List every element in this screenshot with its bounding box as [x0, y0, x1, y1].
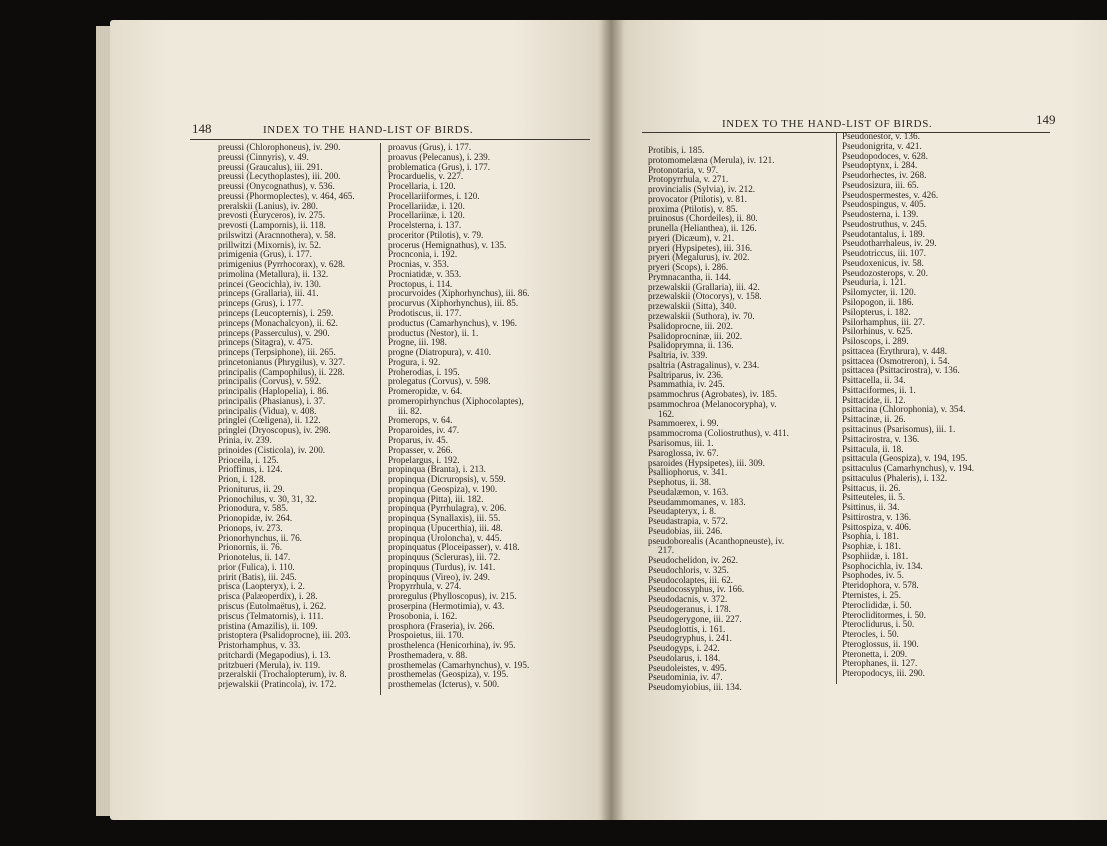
index-entry: protomomelæna (Merula), iv. 121.	[648, 154, 775, 165]
index-entry: Psammathia, iv. 245.	[648, 379, 725, 390]
index-entry: Procellariiformes, i. 120.	[388, 190, 480, 201]
index-entry: Pseudoxenicus, iv. 58.	[842, 257, 924, 268]
index-entry: Psittacirostra, v. 136.	[842, 433, 920, 444]
left-index-column-1	[218, 143, 355, 690]
index-entry: propinqua (Geospiza), v. 190.	[388, 483, 498, 494]
index-entry: Psilorhamphus, iii. 27.	[842, 316, 925, 327]
index-entry: pringlei (Cœligena), ii. 122.	[218, 415, 321, 426]
index-entry: Psittirostra, v. 136.	[842, 511, 912, 522]
index-entry: Pseudoglottis, i. 161.	[648, 623, 726, 634]
index-entry: Pteronetta, i. 209.	[842, 648, 908, 659]
index-entry: Procelsterna, i. 137.	[388, 220, 462, 231]
index-entry: princeps (Passerculus), v. 290.	[218, 327, 330, 338]
index-entry: psammochrus (Agrobates), iv. 185.	[648, 389, 778, 400]
index-entry: proserpina (Hermotimia), v. 43.	[388, 600, 505, 611]
index-entry: prillwitzi (Mixornis), iv. 52.	[218, 239, 322, 250]
index-entry: Pseudastrapia, v. 572.	[648, 516, 728, 527]
index-entry: provocator (Ptilotis), v. 81.	[648, 193, 747, 204]
index-entry: procurvus (Xiphorhynchus), iii. 85.	[388, 298, 519, 309]
index-entry: princeps (Grallaria), iii. 41.	[218, 288, 319, 299]
index-entry: pritzbueri (Merula), iv. 119.	[218, 659, 321, 670]
index-entry: Pseudostruthus, v. 245.	[842, 218, 927, 229]
index-entry: Pseudotharrhaleus, iv. 29.	[842, 238, 937, 249]
index-entry: prevosti (Lampornis), ii. 118.	[218, 220, 326, 231]
index-entry: Psophiæ, i. 181.	[842, 541, 901, 552]
index-entry: propinquatus (Ploceipasser), v. 418.	[388, 542, 520, 553]
index-entry: Propyrrhula, v. 274.	[388, 581, 462, 592]
index-entry: principalis (Campophilus), ii. 228.	[218, 366, 345, 377]
index-entry: Pterophanes, ii. 127.	[842, 658, 918, 669]
index-entry: Psophiidæ, i. 181.	[842, 550, 909, 561]
index-entry: Pseudochloris, v. 325.	[648, 564, 729, 575]
index-entry: Pseudotriccus, iii. 107.	[842, 248, 926, 259]
index-entry: Pseudochelidon, iv. 262.	[648, 555, 738, 566]
index-entry: Prionotelus, ii. 147.	[218, 552, 291, 563]
index-entry: Psarisomus, iii. 1.	[648, 437, 714, 448]
index-entry: procurvoides (Xiphorhynchus), iii. 86.	[388, 288, 530, 299]
index-entry: problematica (Grus), i. 177.	[388, 161, 491, 172]
index-entry: Pseudospingus, v. 405.	[842, 199, 926, 210]
index-entry: psittacea (Osmotreron), i. 54.	[842, 355, 950, 366]
index-entry: Pseudogeranus, i. 178.	[648, 603, 731, 614]
index-entry: Psiloscops, i. 289.	[842, 336, 909, 347]
index-entry: preussi (Phormoplectes), v. 464, 465.	[218, 190, 355, 201]
index-entry: Prionornis, ii. 76.	[218, 542, 283, 553]
index-entry: preussi (Onycognathus), v. 536.	[218, 181, 335, 192]
index-entry: Pseudogyps, i. 242.	[648, 643, 720, 654]
index-entry: pryeri (Scops), i. 286.	[648, 262, 729, 273]
index-entry: prosthemelas (Geospiza), v. 195.	[388, 669, 509, 680]
index-entry: Psalidoprymna, ii. 136.	[648, 340, 734, 351]
index-entry: Pseudospermestes, v. 426.	[842, 189, 939, 200]
index-entry: pryeri (Dicæum), v. 21.	[648, 232, 735, 243]
index-entry: Pseudosizura, iii. 65.	[842, 179, 919, 190]
index-entry: Psaltriparus, iv. 236.	[648, 369, 724, 380]
index-entry: preussi (Chlorophoneus), iv. 290.	[218, 142, 341, 152]
index-entry: Pteroclidurus, i. 50.	[842, 619, 915, 630]
index-entry: Pseudomyiobius, iii. 134.	[648, 682, 742, 693]
index-entry: Prioffinus, i. 124.	[218, 464, 283, 475]
index-entry: Prospoietus, iii. 170.	[388, 630, 464, 641]
index-entry: Pseudobias, iii. 246.	[648, 525, 723, 536]
index-entry: psaltria (Astragalinus), v. 234.	[648, 359, 760, 370]
index-entry: psittaculus (Camarhynchus), v. 194.	[842, 463, 975, 474]
index-entry: psittacea (Erythrura), v. 448.	[842, 345, 948, 356]
index-entry: Progne, iii. 198.	[388, 337, 447, 348]
index-entry: Procniatidæ, v. 353.	[388, 268, 462, 279]
index-entry: propinquus (Scleruras), iii. 72.	[388, 552, 501, 563]
index-entry: Pseudogryphus, i. 241.	[648, 633, 732, 644]
index-entry: pruinosus (Chordeiles), ii. 80.	[648, 213, 758, 224]
index-entry: Proctopus, i. 114.	[388, 278, 453, 289]
index-entry: principalis (Haplopelia), i. 86.	[218, 386, 329, 397]
index-entry: princei (Geocichla), iv. 130.	[218, 278, 321, 289]
index-entry: progne (Diatropura), v. 410.	[388, 347, 491, 358]
index-entry: Pseudoptynx, i. 284.	[842, 160, 918, 171]
index-entry: priscus (Eutolmaëtus), i. 262.	[218, 600, 327, 611]
index-entry: Protibis, i. 185.	[648, 145, 705, 155]
index-entry: princeps (Sitagra), v. 475.	[218, 337, 313, 348]
index-entry: prosthemelas (Camarhynchus), v. 195.	[388, 659, 530, 670]
index-entry: princeps (Leucopternis), i. 259.	[218, 308, 334, 319]
index-entry: propinquus (Turdus), iv. 141.	[388, 561, 496, 572]
index-entry: przewalskii (Grallaria), iii. 42.	[648, 281, 760, 292]
index-entry: Psophodes, iv. 5.	[842, 570, 904, 581]
index-entry: Psalliophorus, v. 341.	[648, 467, 728, 478]
index-entry: pristina (Amazilis), ii. 109.	[218, 620, 318, 631]
index-entry: Psalidoprocne, iii. 202.	[648, 320, 733, 331]
right-page-number: 149	[1036, 112, 1056, 127]
index-entry: Psalidoprocninæ, iii. 202.	[648, 330, 743, 341]
index-entry: Pteroglossus, ii. 190.	[842, 638, 919, 649]
index-entry: pririt (Batis), iii. 245.	[218, 571, 297, 582]
index-entry: Psittacus, ii. 26.	[842, 482, 901, 493]
right-index-column-1	[648, 146, 789, 693]
index-entry: Proparoides, iv. 47.	[388, 425, 460, 436]
index-entry: Pseudapteryx, i. 8.	[648, 506, 717, 517]
index-entry: psittaculus (Phaleris), i. 132.	[842, 472, 948, 483]
index-entry: Pseudalæmon, v. 163.	[648, 486, 729, 497]
index-entry: Procnconia, i. 192.	[388, 249, 458, 260]
left-page-header: INDEX TO THE HAND-LIST OF BIRDS.	[263, 124, 474, 136]
index-entry: pseudoborealis (Acanthopneuste), iv.	[648, 535, 785, 546]
index-entry: Psittacidæ, ii. 12.	[842, 394, 906, 405]
index-entry: proavus (Pelecanus), i. 239.	[388, 151, 491, 162]
index-entry: psittacinus (Psarisomus), iii. 1.	[842, 423, 956, 434]
index-entry: pristoptera (Psalidoprocne), iii. 203.	[218, 630, 351, 641]
index-entry: Prymnacantha, ii. 144.	[648, 271, 731, 282]
left-column-divider	[380, 143, 381, 695]
index-entry: Pseudocossyphus, iv. 166.	[648, 584, 745, 595]
open-book	[52, 20, 1092, 820]
index-entry: provincialis (Sylvia), iv. 212.	[648, 184, 756, 195]
index-entry: pryeri (Megalurus), iv. 202.	[648, 252, 750, 263]
index-entry: Pseudolarus, i. 184.	[648, 652, 721, 663]
index-entry: propinqua (Uroloncha), v. 445.	[388, 532, 502, 543]
index-entry: preussi (Cinnyris), v. 49.	[218, 151, 309, 162]
index-entry: Promerops, v. 64.	[388, 415, 453, 426]
index-entry: Protopyrrhula, v. 271.	[648, 174, 729, 185]
index-entry: Pterocles, i. 50.	[842, 629, 899, 640]
index-entry: pryeri (Hypsipetes), iii. 316.	[648, 242, 753, 253]
index-entry: Pseudozosterops, v. 20.	[842, 267, 928, 278]
right-column-divider	[836, 132, 837, 684]
index-entry: Pseudorhectes, iv. 268.	[842, 170, 927, 181]
index-entry: preussi (Lecythoplastes), iii. 200.	[218, 171, 341, 182]
index-entry: Psilomycter, ii. 120.	[842, 287, 916, 298]
right-index-column-2	[842, 132, 974, 679]
index-entry: Proherodias, i. 195.	[388, 366, 460, 377]
index-entry: prosphora (Fraseria), iv. 266.	[388, 620, 495, 631]
index-entry: Psittaciformes, ii. 1.	[842, 384, 916, 395]
index-entry: prosthelenca (Henicorhina), iv. 95.	[388, 640, 516, 651]
index-entry: Prosobonia, i. 162.	[388, 610, 458, 621]
index-entry: Pternistes, i. 25.	[842, 589, 901, 600]
index-entry: Procellariidæ, i. 120.	[388, 200, 465, 211]
index-entry: Pteridophora, v. 578.	[842, 580, 919, 591]
index-entry: prunella (Helianthea), ii. 126.	[648, 223, 757, 234]
index-entry: Prioniturus, ii. 29.	[218, 483, 285, 494]
right-page	[612, 20, 1107, 820]
index-entry: propinqua (Upucerthia), iii. 48.	[388, 522, 503, 533]
index-entry: productus (Camarhynchus), v. 196.	[388, 317, 518, 328]
index-entry: przewalskii (Suthora), iv. 70.	[648, 311, 755, 322]
index-entry: Propelargus, i. 192.	[388, 454, 460, 465]
index-entry: Protonotaria, v. 97.	[648, 164, 719, 175]
index-entry: prisca (Laopteryx), i. 2.	[218, 581, 305, 592]
index-entry: pritchardi (Megapodius), i. 13.	[218, 649, 331, 660]
index-entry: Pseudammomanes, v. 183.	[648, 496, 746, 507]
index-entry: Procarduelis, v. 227.	[388, 171, 464, 182]
index-entry: prisca (Palæoperdix), i. 28.	[218, 591, 318, 602]
index-entry: Psilorhinus, v. 625.	[842, 326, 913, 337]
index-entry: Psophia, i. 181.	[842, 531, 899, 542]
index-entry: pringlei (Dryoscopus), iv. 298.	[218, 425, 331, 436]
index-entry: promeropirhynchus (Xiphocolaptes),	[388, 395, 524, 406]
index-entry: przeralskii (Trochalopterum), iv. 8.	[218, 669, 347, 680]
index-entry: Prionodura, v. 585.	[218, 503, 289, 514]
index-entry: iii. 82.	[398, 405, 422, 416]
index-entry: Pristorhamphus, v. 33.	[218, 640, 301, 651]
index-entry: Pseudocolaptes, iii. 62.	[648, 574, 733, 585]
right-page-header: INDEX TO THE HAND-LIST OF BIRDS.	[722, 118, 933, 130]
index-entry: 217.	[658, 545, 675, 556]
index-entry: procerus (Hemignathus), v. 135.	[388, 239, 507, 250]
index-entry: priscus (Telmatornis), i. 111.	[218, 610, 324, 621]
index-entry: preralskii (Lanius), iv. 280.	[218, 200, 318, 211]
index-entry: Psilopterus, i. 182.	[842, 306, 911, 317]
index-entry: psammocroma (Coliostruthus), v. 411.	[648, 428, 789, 439]
index-entry: Prionopidæ, iv. 264.	[218, 513, 293, 524]
book-gutter	[600, 20, 624, 820]
index-entry: Psilopogon, ii. 186.	[842, 297, 914, 308]
index-entry: Prioceila, i. 125.	[218, 454, 279, 465]
index-entry: propinqua (Branta), i. 213.	[388, 464, 486, 475]
left-page-number: 148	[192, 121, 212, 136]
index-entry: Pseudodacnis, v. 372.	[648, 594, 728, 605]
index-entry: Pseuduria, i. 121.	[842, 277, 907, 288]
index-entry: Procellariinæ, i. 120.	[388, 210, 465, 221]
index-entry: prolegatus (Corvus), v. 598.	[388, 376, 491, 387]
index-entry: prevosti (Euryceros), iv. 275.	[218, 210, 326, 221]
index-entry: princeps (Monachalcyon), ii. 62.	[218, 317, 338, 328]
index-entry: Pteropodocys, iii. 290.	[842, 668, 925, 679]
index-entry: productus (Nestor), ii. 1.	[388, 327, 479, 338]
index-entry: principalis (Phasianus), i. 37.	[218, 395, 326, 406]
index-entry: psittacea (Psittacirostra), v. 136.	[842, 365, 960, 376]
index-entry: proxima (Ptilotis), v. 85.	[648, 203, 738, 214]
index-entry: Prionorhynchus, ii. 76.	[218, 532, 302, 543]
index-entry: przewalskii (Otocorys), v. 158.	[648, 291, 762, 302]
index-entry: Pseudominia, iv. 47.	[648, 672, 723, 683]
index-entry: propinqua (Pitta), iii. 182.	[388, 493, 484, 504]
index-entry: Psittacula, ii. 18.	[842, 443, 904, 454]
index-entry: Prionops, iv. 273.	[218, 522, 283, 533]
index-entry: primolina (Metallura), ii. 132.	[218, 268, 329, 279]
index-entry: przewalskii (Sitta), 340.	[648, 301, 737, 312]
index-entry: psittacula (Geospiza), v. 194, 195.	[842, 453, 968, 464]
index-entry: Prodotiscus, ii. 177.	[388, 308, 462, 319]
index-entry: Prion, i. 128.	[218, 474, 266, 485]
index-entry: psittacina (Chlorophonia), v. 354.	[842, 404, 966, 415]
index-entry: Psittinus, ii. 34.	[842, 502, 900, 513]
index-entry: principalis (Corvus), v. 592.	[218, 376, 322, 387]
index-entry: Prosthemadera, v. 88.	[388, 649, 468, 660]
index-entry: Progura, i. 92.	[388, 356, 441, 367]
index-entry: Pseudogerygone, iii. 227.	[648, 613, 742, 624]
index-entry: proregulus (Phylloscopus), iv. 215.	[388, 591, 517, 602]
index-entry: Psophocichla, iv. 134.	[842, 560, 923, 571]
index-entry: Prionochilus, v. 30, 31, 32.	[218, 493, 317, 504]
index-entry: Promeropidæ, v. 64.	[388, 386, 463, 397]
index-entry: proceritor (Ptilotis), v. 79.	[388, 229, 484, 240]
index-entry: Psammoerex, i. 99.	[648, 418, 719, 429]
index-entry: Procellaria, i. 120.	[388, 181, 456, 192]
left-header-rule	[190, 139, 590, 140]
index-entry: Psaroglossa, iv. 67.	[648, 447, 719, 458]
index-entry: princetonianus (Phrygilus), v. 327.	[218, 356, 345, 367]
index-entry: prilswitzi (Aracnnothera), v. 58.	[218, 229, 336, 240]
index-entry: Procnias, v. 353.	[388, 259, 449, 270]
index-entry: Propasser, v. 266.	[388, 444, 453, 455]
index-entry: preussi (Graucalus), iii. 291.	[218, 161, 323, 172]
index-entry: principalis (Vidua), v. 408.	[218, 405, 317, 416]
index-entry: Psaltria, iv. 339.	[648, 350, 708, 361]
index-entry: propinqua (Dicruropsis), v. 559.	[388, 474, 506, 485]
index-entry: Pterocliditormes, i. 50.	[842, 609, 926, 620]
index-entry: primigenia (Grus), i. 177.	[218, 249, 312, 260]
index-entry: Pseudonestor, v. 136.	[842, 131, 920, 141]
index-entry: proavus (Grus), i. 177.	[388, 142, 472, 152]
left-page	[110, 20, 612, 820]
index-entry: prjewalskii (Pratincola), iv. 172.	[218, 679, 337, 690]
index-entry: Prinia, iv. 239.	[218, 434, 272, 445]
index-entry: Psephotus, ii. 38.	[648, 477, 712, 488]
index-entry: 162.	[658, 408, 675, 419]
index-entry: Pseudosterna, i. 139.	[842, 209, 919, 220]
index-entry: psammochroa (Melanocorypha), v.	[648, 398, 777, 409]
index-entry: propinqua (Synallaxis), iii. 55.	[388, 513, 501, 524]
index-entry: princeps (Grus), i. 177.	[218, 298, 304, 309]
index-entry: prior (Fulica), i. 110.	[218, 561, 295, 572]
index-entry: Pseudopodoces, v. 628.	[842, 150, 928, 161]
index-entry: Pseudoleistes, v. 495.	[648, 662, 727, 673]
index-entry: Psittospiza, v. 406.	[842, 521, 912, 532]
index-entry: Psittacinæ, ii. 26.	[842, 414, 906, 425]
index-entry: Pteroclididæ, i. 50.	[842, 599, 912, 610]
index-entry: propinquus (Vireo), iv. 249.	[388, 571, 490, 582]
index-entry: psaroides (Hypsipetes), iii. 309.	[648, 457, 765, 468]
index-entry: princeps (Terpsiphone), iii. 265.	[218, 347, 336, 358]
index-entry: Pseudonigrita, v. 421.	[842, 140, 922, 151]
index-entry: propinqua (Pyrrhulagra), v. 206.	[388, 503, 507, 514]
index-entry: Pseudotantalus, i. 189.	[842, 228, 925, 239]
left-index-column-2	[388, 143, 529, 690]
index-entry: Psittacella, ii. 34.	[842, 375, 906, 386]
index-entry: primigenius (Pyrrhocorax), v. 628.	[218, 259, 345, 270]
index-entry: prosthemelas (Icterus), v. 500.	[388, 679, 500, 690]
index-entry: Proparus, iv. 45.	[388, 434, 448, 445]
index-entry: Psitteuteles, ii. 5.	[842, 492, 906, 503]
index-entry: prinoides (Cisticola), iv. 200.	[218, 444, 326, 455]
